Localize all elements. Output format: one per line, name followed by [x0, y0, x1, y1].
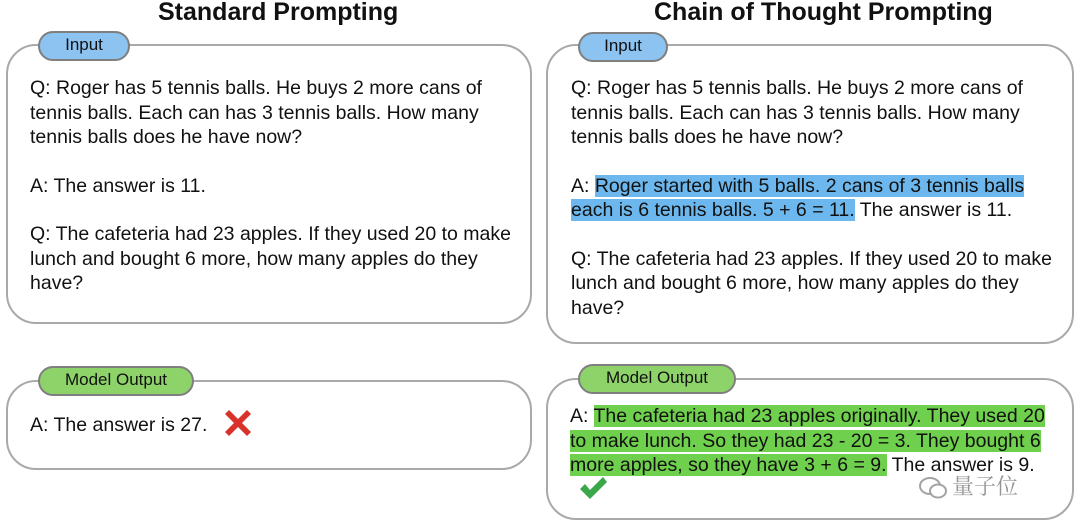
- standard-input-text: [30, 76, 520, 296]
- watermark-text: 量子位: [952, 474, 1019, 499]
- cot-question-1: Q: Roger has 5 tennis balls. He buys 2 more cans of tennis balls. Each can has 3 tennis balls. How many tennis balls does he have now?: [571, 77, 1023, 148]
- cot-input-text: [571, 76, 1061, 320]
- cot-answer-1-prefix: A:: [571, 174, 595, 197]
- cot-question-2: Q: The cafeteria had 23 apples. If they used 20 to make lunch and bought 6 more, how many apples do they have?: [571, 247, 1052, 319]
- wechat-icon: [918, 476, 948, 500]
- cot-answer-1: [571, 174, 1061, 223]
- cot-output-prefix: A:: [570, 405, 594, 427]
- standard-output-text: [30, 412, 520, 440]
- cot-output-reasoning: The cafeteria had 23 apples originally. They used 20 to make lunch. So they had 23 - 20 = 3. They bought 6 more apples, so they have 3 + 6 = 9.: [570, 405, 1045, 476]
- watermark: [918, 470, 1018, 501]
- cot-answer-1-reasoning: Roger started with 5 balls. 2 cans of 3 tennis balls each is 6 tennis balls. 5 + 6 = 11.: [571, 174, 1025, 221]
- standard-prompting-title: Standard Prompting: [158, 0, 399, 26]
- standard-output-tag: Model Output: [38, 366, 194, 396]
- cot-output-tag: Model Output: [578, 364, 736, 394]
- cross-icon: [221, 406, 255, 440]
- cot-input-tag: Input: [578, 32, 668, 62]
- check-icon: [578, 475, 608, 501]
- cot-answer-1-suffix: The answer is 11.: [854, 199, 1013, 221]
- standard-question-1: Q: Roger has 5 tennis balls. He buys 2 more cans of tennis balls. Each can has 3 tennis balls. How many tennis balls does he have now?: [30, 77, 482, 148]
- cot-output-suffix: The answer is 9.: [886, 454, 1035, 476]
- standard-input-tag: Input: [38, 31, 130, 61]
- standard-answer-1: A: The answer is 11.: [30, 174, 206, 197]
- cot-prompting-title: Chain of Thought Prompting: [654, 0, 993, 26]
- standard-question-2: Q: The cafeteria had 23 apples. If they used 20 to make lunch and bought 6 more, how many apples do they have?: [30, 223, 511, 294]
- standard-output-answer: A: The answer is 27.: [30, 414, 208, 437]
